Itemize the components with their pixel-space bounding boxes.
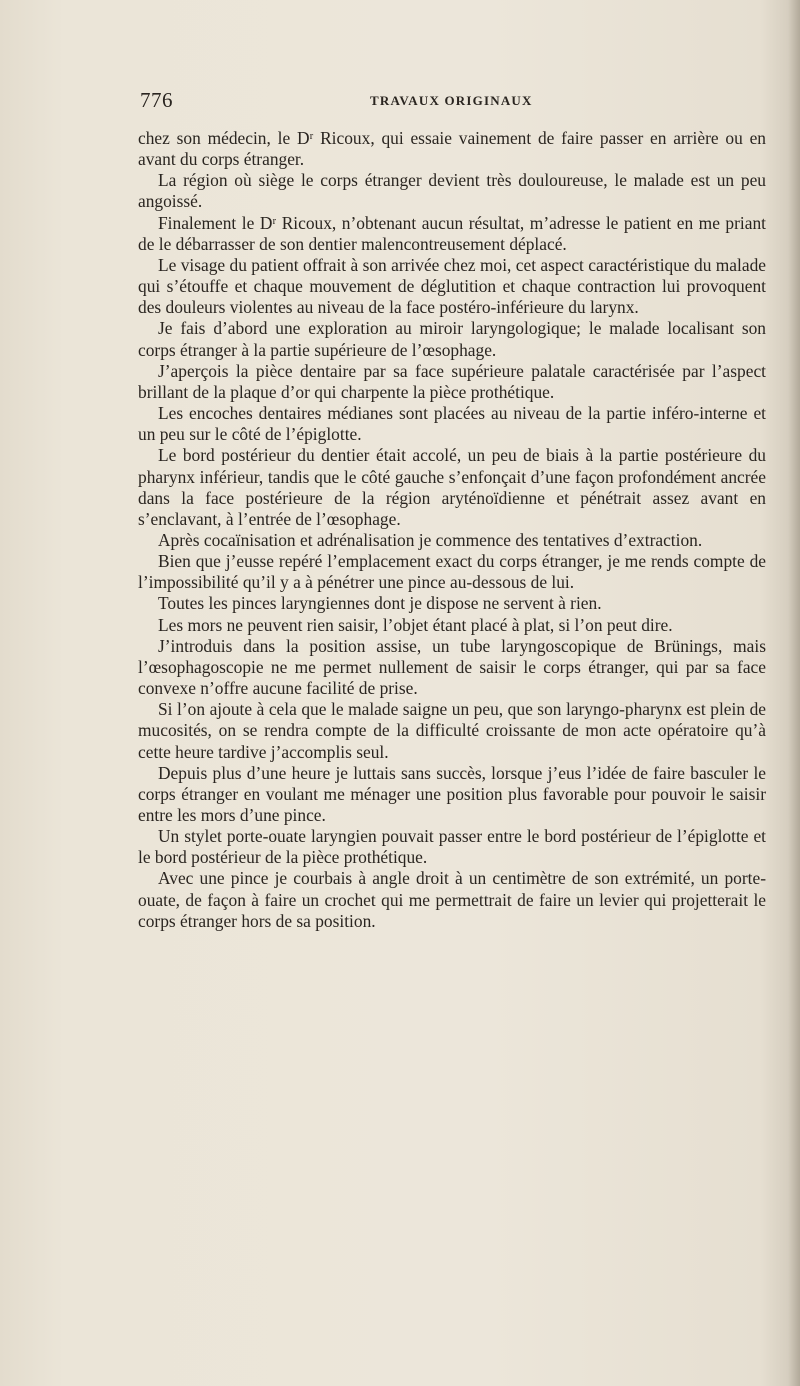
paragraph: J’aperçois la pièce dentaire par sa face supérieure palatale caractérisée par l’aspect brillant de la plaque d’or qui charpente la pièce prothétique.	[138, 360, 766, 402]
paragraph: Le bord postérieur du dentier était accolé, un peu de biais à la partie postérieure du pharynx inférieur, tandis que le côté gauche s’enfonçait d’une façon profondément ancrée dans la face postérieure de la région aryténoïdienne et pénétrait assez avant en s’enclavant, à l’entrée de l’œsophage.	[138, 445, 766, 529]
paragraph: Le visage du patient offrait à son arrivée chez moi, cet aspect caractéristique du malade qui s’étouffe et chaque mouvement de déglutition et chaque contraction lui provoquent des douleurs violentes au niveau de la face postéro-inférieure du larynx.	[138, 254, 766, 318]
paragraph: La région où siège le corps étranger devient très douloureuse, le malade est un peu angoissé.	[138, 170, 766, 212]
paragraph: Bien que j’eusse repéré l’emplacement exact du corps étranger, je me rends compte de l’impossibilité qu’il y a à pénétrer une pince au-dessous de lui.	[138, 551, 766, 593]
paragraph: Toutes les pinces laryngiennes dont je dispose ne servent à rien.	[158, 593, 602, 614]
paragraph: Les mors ne peuvent rien saisir, l’objet étant placé à plat, si l’on peut dire.	[158, 614, 673, 635]
paragraph: Je fais d’abord une exploration au miroir laryngologique; le malade localisant son corps étranger à la partie supérieure de l’œsophage.	[138, 318, 766, 360]
paragraph: Un stylet porte-ouate laryngien pouvait passer entre le bord postérieur de l’épiglotte et le bord postérieur de la pièce prothétique.	[138, 826, 766, 868]
running-title: TRAVAUX ORIGINAUX	[370, 93, 533, 108]
page-edge-shadow	[788, 0, 800, 1386]
paragraph: Les encoches dentaires médianes sont placées au niveau de la partie inféro-interne et un peu sur le côté de l’épiglotte.	[138, 403, 766, 445]
paragraph: Après cocaïnisation et adrénalisation je commence des tentatives d’extraction.	[158, 529, 703, 550]
paragraph: Avec une pince je courbais à angle droit à un centimètre de son extrémité, un porte-ouate, de façon à faire un crochet qui me permettrait de faire un levier qui projetterait le corps étranger hors de sa position.	[138, 868, 766, 931]
paragraph: Depuis plus d’une heure je luttais sans succès, lorsque j’eus l’idée de faire basculer le corps étranger en voulant me ménager une position plus favorable pour pouvoir le saisir entre les mors d’une pince.	[138, 762, 766, 825]
page-header	[140, 88, 765, 112]
paragraph: Finalement le Dʳ Ricoux, n’obtenant aucun résultat, m’adresse le patient en me priant de le débarrasser de son dentier malencontreusement déplacé.	[138, 212, 766, 254]
body-text	[138, 128, 766, 932]
paragraph: J’introduis dans la position assise, un tube laryngoscopique de Brünings, mais l’œsophagoscopie ne me permet nullement de saisir le corps étranger, qui par sa face convexe n’offre aucune facilité de prise.	[138, 635, 766, 699]
paragraph: chez son médecin, le Dʳ Ricoux, qui essaie vainement de faire passer en arrière ou en avant du corps étranger.	[138, 128, 766, 170]
paragraph: Si l’on ajoute à cela que le malade saigne un peu, que son laryngo-pharynx est plein de mucosités, on se rendra compte de la difficulté croissante de mon acte opératoire qu’à cette heure tardive j’accomplis seul.	[138, 699, 766, 762]
page-number: 776	[140, 88, 173, 112]
